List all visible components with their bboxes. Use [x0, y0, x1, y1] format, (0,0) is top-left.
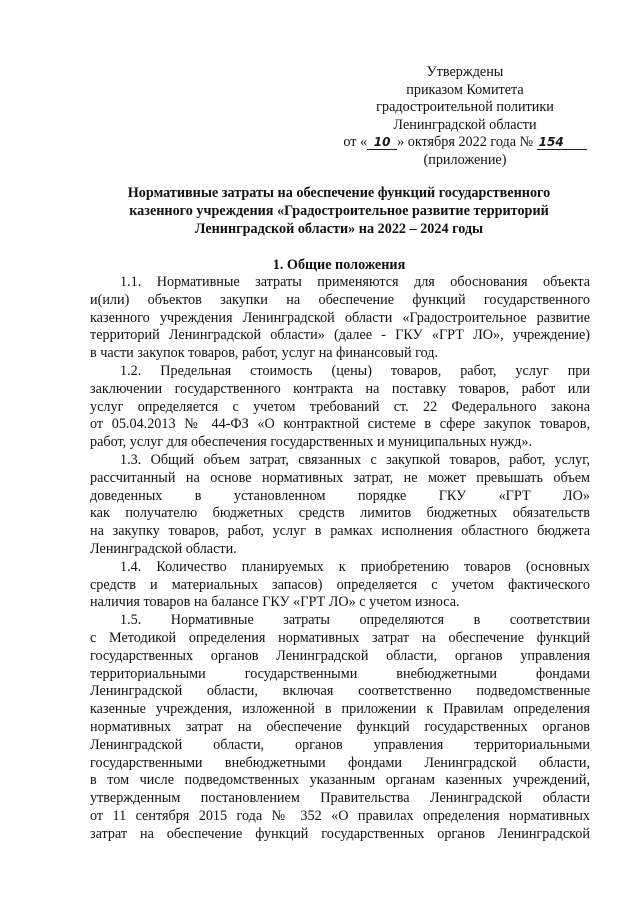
title-line: Нормативные затраты на обеспечение функций государственного — [127, 185, 551, 201]
body-line: с Методикой определения нормативных затрат на обеспечение функций — [90, 629, 590, 646]
body-line: наличия товаров на балансе ГКУ «ГРТ ЛО» с учетом износа. — [90, 594, 460, 611]
date-middle: » октября 2022 года № — [397, 134, 534, 150]
body-line: в части закупок товаров, работ, услуг на финансовый год. — [90, 345, 439, 362]
approval-line: градостроительной политики — [376, 99, 554, 115]
body-line: услуг определяется с учетом требований ст. 22 Федерального закона — [90, 398, 590, 415]
order-number-blank — [537, 135, 587, 150]
title-line: казенного учреждения «Градостроительное развитие территорий — [129, 203, 549, 219]
body-line: заключении государственного контракта на поставку товаров, работ или — [90, 380, 590, 397]
body-line: 1.2. Предельная стоимость (цены) товаров, работ, услуг при — [120, 362, 590, 379]
document-title — [88, 184, 590, 238]
approval-line: приказом Комитета — [406, 81, 524, 98]
title-line: Ленинградской области» на 2022 – 2024 годы — [194, 221, 484, 237]
body-line: 1.4. Количество планируемых к приобретению товаров (основных — [120, 558, 590, 575]
body-line: Ленинградской области, включая соответственно подведомственные — [90, 683, 590, 700]
approval-line: Утверждены — [426, 64, 504, 80]
approval-date-line — [330, 134, 600, 152]
section-heading: 1. Общие положения — [272, 257, 406, 273]
body-line: 1.1. Нормативные затраты применяются для обоснования объекта — [120, 274, 590, 290]
date-day-handwritten: 10 — [373, 135, 391, 149]
body-line: доведенных в установленном порядке ГКУ «ГРТ ЛО» — [90, 487, 590, 504]
body-line: утвержденным постановлением Правительства Ленинградской области — [90, 790, 590, 807]
body-line: рассчитанный на основе нормативных затрат, не может превышать объем — [90, 469, 590, 486]
body-line: казенного учреждения Ленинградской области «Градостроительное развитие — [90, 309, 590, 326]
document-body — [90, 274, 590, 844]
approval-line: (приложение) — [423, 151, 507, 168]
approval-line: Ленинградской области — [393, 116, 537, 133]
approval-block — [330, 64, 600, 169]
date-day-blank — [367, 135, 397, 150]
body-line: и(или) объектов закупки на обеспечение функций государственного — [90, 291, 590, 308]
body-line: государственных органов Ленинградской области, органов управления — [90, 647, 590, 664]
body-line: работ, услуг для обеспечения государственных и муниципальных нужд». — [90, 434, 533, 451]
body-line: затрат на обеспечение функций государственных органов Ленинградской — [90, 825, 590, 842]
body-line: государственными внебюджетными фондами Ленинградской области, — [90, 754, 590, 771]
date-prefix: от « — [343, 134, 368, 150]
body-line: территориальными государственными внебюджетными фондами — [90, 665, 590, 682]
body-line: 1.3. Общий объем затрат, связанных с закупкой товаров, работ, услуг, — [120, 451, 590, 468]
body-line: как получателю бюджетных средств лимитов бюджетных обязательств — [90, 505, 590, 522]
body-line: Ленинградской области. — [90, 540, 237, 557]
body-line: Ленинградской области, органов управления территориальными — [90, 736, 590, 753]
body-line: казенные учреждения, изложенной в приложении к Правилам определения — [90, 701, 590, 718]
body-line: в том числе подведомственных указанным органам казенных учреждений, — [90, 772, 590, 789]
body-line: территорий Ленинградской области» (далее - ГКУ «ГРТ ЛО», учреждение) — [90, 327, 590, 344]
body-line: средств и материальных запасов) определяется с учетом фактического — [90, 576, 590, 593]
body-line: 1.5. Нормативные затраты определяются в соответствии — [120, 612, 590, 629]
order-number-handwritten: 154 — [538, 135, 564, 149]
body-line: на закупку товаров, работ, услуг в рамках исполнения областного бюджета — [90, 523, 590, 540]
body-line: нормативных затрат на обеспечение функций государственных органов — [90, 718, 590, 735]
body-line: от 11 сентября 2015 года № 352 «О правилах определения нормативных — [90, 807, 590, 824]
body-line: от 05.04.2013 № 44-ФЗ «О контрактной системе в сфере закупок товаров, — [90, 416, 590, 433]
